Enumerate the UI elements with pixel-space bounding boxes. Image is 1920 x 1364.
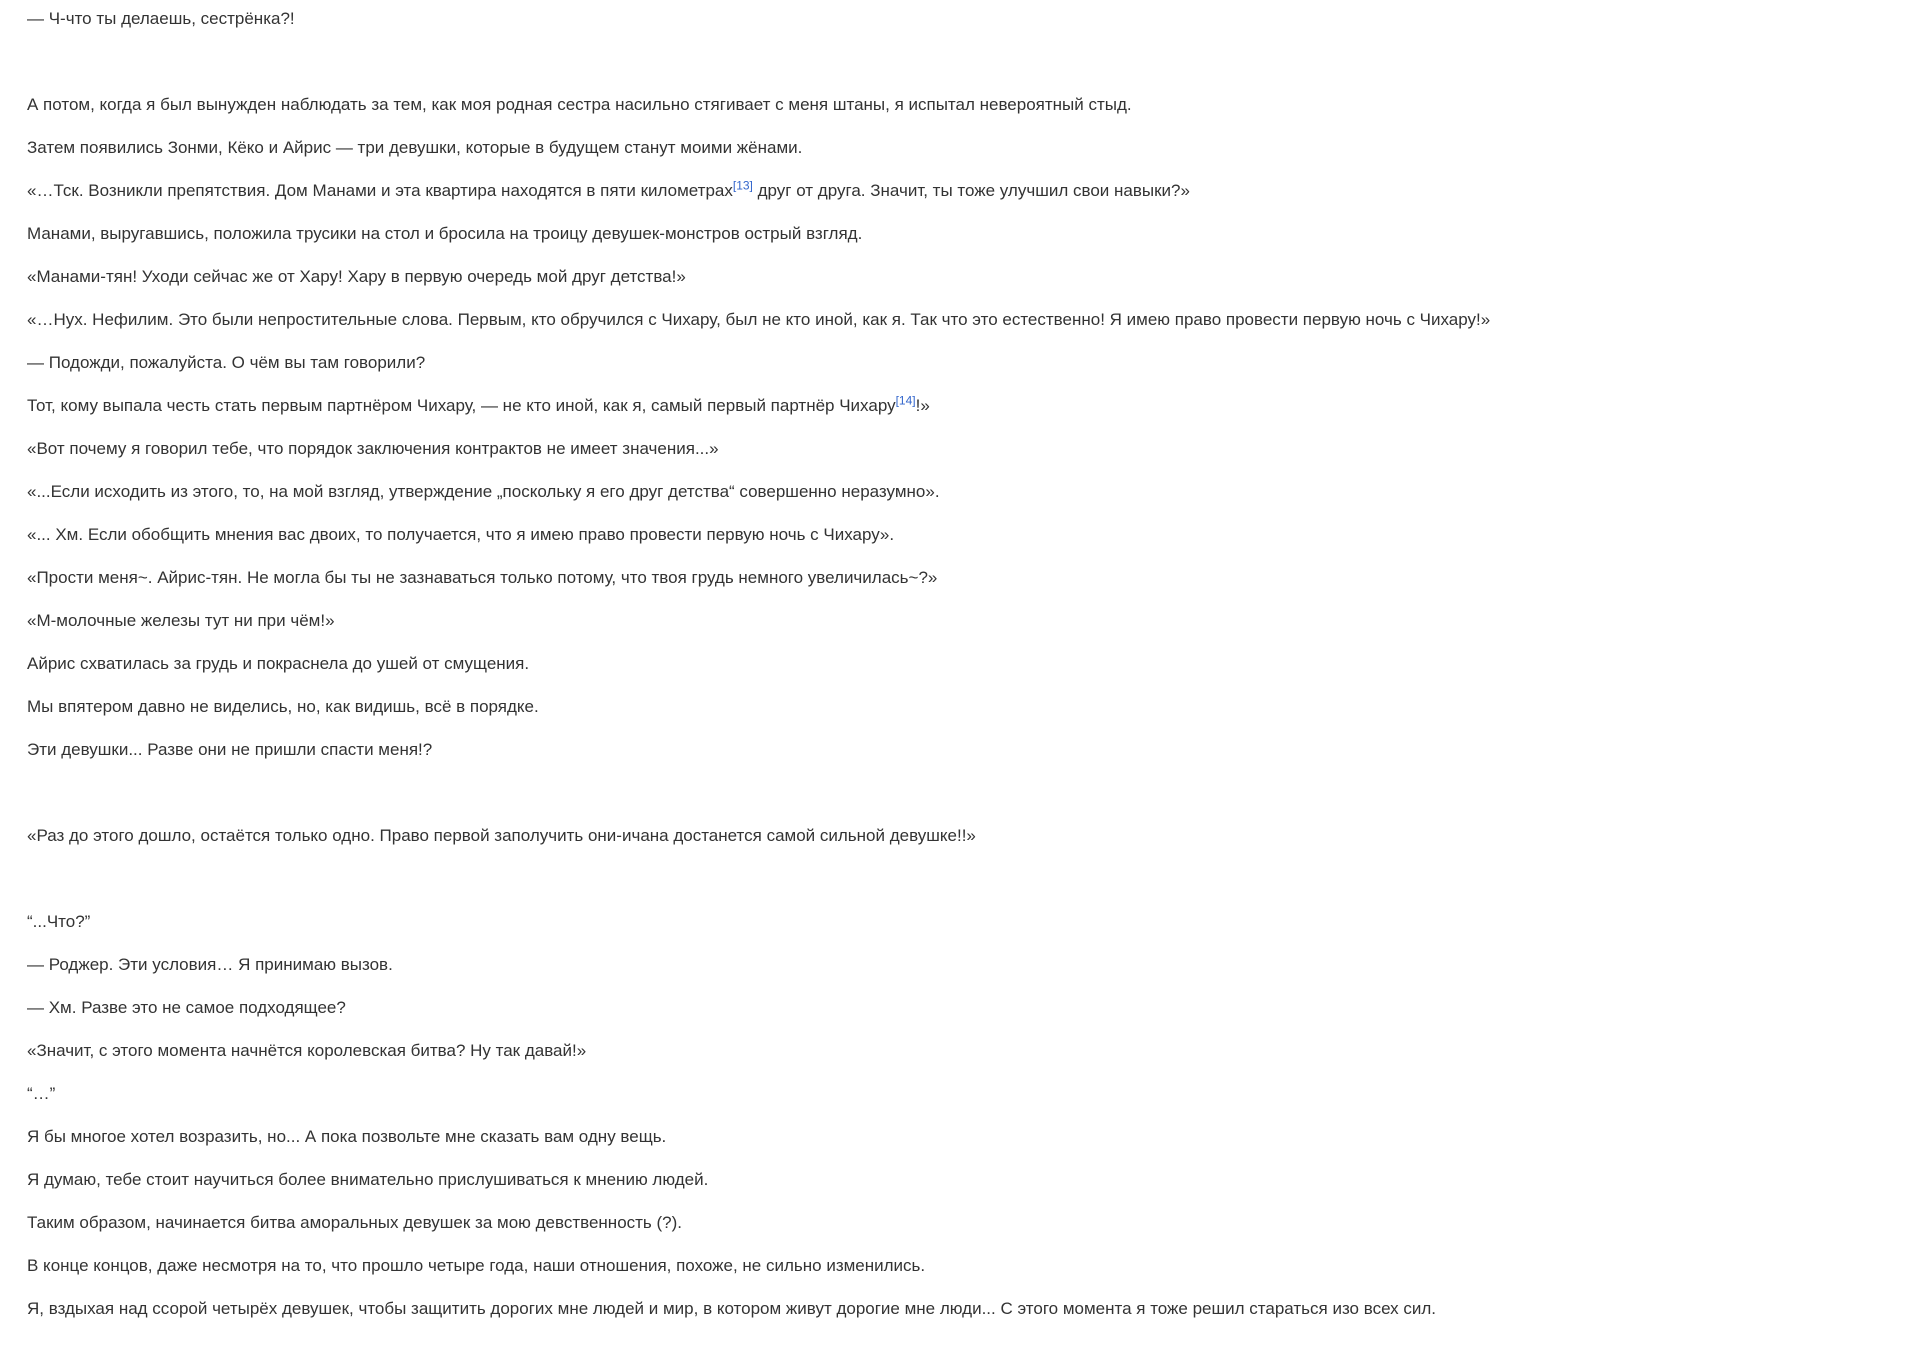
- paragraph: [27, 739, 1890, 761]
- paragraph: [27, 1126, 1890, 1148]
- text-run: Эти девушки... Разве они не пришли спасти меня!?: [27, 740, 433, 759]
- paragraph: [27, 1169, 1890, 1191]
- text-run: В конце концов, даже несмотря на то, что прошло четыре года, наши отношения, похоже, не сильно изменились.: [27, 1256, 926, 1275]
- text-run: Я думаю, тебе стоит научиться более внимательно прислушиваться к мнению людей.: [27, 1170, 709, 1189]
- text-run: друг от друга. Значит, ты тоже улучшил свои навыки?»: [752, 181, 1190, 200]
- paragraph-spacer: [27, 782, 1890, 804]
- paragraph: [27, 567, 1890, 589]
- paragraph: [27, 911, 1890, 933]
- paragraph: [27, 997, 1890, 1019]
- text-run: “...Что?”: [27, 912, 91, 931]
- text-run: — Ч-что ты делаешь, сестрёнка?!: [27, 9, 295, 28]
- text-run: — Роджер. Эти условия… Я принимаю вызов.: [27, 955, 393, 974]
- text-run: Манами, выругавшись, положила трусики на стол и бросила на троицу девушек-монстров острый взгляд.: [27, 224, 863, 243]
- paragraph: [27, 610, 1890, 632]
- text-run: А потом, когда я был вынужден наблюдать за тем, как моя родная сестра насильно стягивает с меня штаны, я испытал невероятный стыд.: [27, 95, 1132, 114]
- text-run: Затем появились Зонми, Кёко и Айрис — три девушки, которые в будущем станут моими жёнами.: [27, 138, 803, 157]
- text-run: Мы впятером давно не виделись, но, как видишь, всё в порядке.: [27, 697, 539, 716]
- paragraph: [27, 266, 1890, 288]
- paragraph: [27, 954, 1890, 976]
- text-run: Тот, кому выпала честь стать первым партнёром Чихару, — не кто иной, как я, самый первый партнёр Чихару: [27, 396, 896, 415]
- text-run: !»: [915, 396, 930, 415]
- text-run: «Раз до этого дошло, остаётся только одно. Право первой заполучить они-ичана достанется самой сильной девушке!!»: [27, 826, 976, 845]
- text-run: Я, вздыхая над ссорой четырёх девушек, чтобы защитить дорогих мне людей и мир, в котором живут дорогие мне люди... С этого момента я тоже решил стараться изо всех сил.: [27, 1299, 1437, 1318]
- text-run: «М-молочные железы тут ни при чём!»: [27, 611, 335, 630]
- paragraph: [27, 438, 1890, 460]
- text-run: Айрис схватилась за грудь и покраснела до ушей от смущения.: [27, 654, 530, 673]
- text-run: «...Если исходить из этого, то, на мой взгляд, утверждение „поскольку я его друг детства“ совершенно неразумно».: [27, 482, 940, 501]
- text-run: — Хм. Разве это не самое подходящее?: [27, 998, 346, 1017]
- paragraph: [27, 8, 1890, 30]
- text-run: — Подожди, пожалуйста. О чём вы там говорили?: [27, 353, 426, 372]
- footnote-link[interactable]: [13]: [732, 178, 753, 193]
- paragraph: [27, 395, 1890, 417]
- paragraph: [27, 1255, 1890, 1277]
- paragraph-spacer: [27, 51, 1890, 73]
- paragraph: [27, 137, 1890, 159]
- paragraph: [27, 1040, 1890, 1062]
- footnote-link[interactable]: [14]: [895, 393, 916, 408]
- text-run: «…Тск. Возникли препятствия. Дом Манами и эта квартира находятся в пяти километрах: [27, 181, 733, 200]
- paragraph: [27, 825, 1890, 847]
- text-run: «... Хм. Если обобщить мнения вас двоих, то получается, что я имею право провести первую ночь с Чихару».: [27, 525, 895, 544]
- paragraph: [27, 223, 1890, 245]
- paragraph: [27, 1083, 1890, 1105]
- paragraph: [27, 1212, 1890, 1234]
- paragraph: [27, 696, 1890, 718]
- paragraph: [27, 352, 1890, 374]
- text-run: «Значит, с этого момента начнётся королевская битва? Ну так давай!»: [27, 1041, 587, 1060]
- text-run: Таким образом, начинается битва аморальных девушек за мою девственность (?).: [27, 1213, 683, 1232]
- paragraph: [27, 653, 1890, 675]
- paragraph: [27, 94, 1890, 116]
- text-run: «Вот почему я говорил тебе, что порядок заключения контрактов не имеет значения...»: [27, 439, 719, 458]
- footnote-ref: [896, 393, 916, 407]
- text-run: «Манами-тян! Уходи сейчас же от Хару! Хару в первую очередь мой друг детства!»: [27, 267, 686, 286]
- paragraph: [27, 481, 1890, 503]
- text-run: Я бы многое хотел возразить, но... А пока позвольте мне сказать вам одну вещь.: [27, 1127, 667, 1146]
- paragraph: [27, 524, 1890, 546]
- paragraph: [27, 180, 1890, 202]
- paragraph-spacer: [27, 868, 1890, 890]
- text-run: «Прости меня~. Айрис-тян. Не могла бы ты не зазнаваться только потому, что твоя грудь немного увеличилась~?»: [27, 568, 938, 587]
- text-run: “…”: [27, 1084, 56, 1103]
- footnote-ref: [733, 178, 753, 192]
- text-run: «…Нух. Нефилим. Это были непростительные слова. Первым, кто обручился с Чихару, был не кто иной, как я. Так что это естественно! Я имею право провести первую ночь с Чихару!»: [27, 310, 1491, 329]
- paragraph: [27, 309, 1890, 331]
- paragraph: [27, 1298, 1890, 1320]
